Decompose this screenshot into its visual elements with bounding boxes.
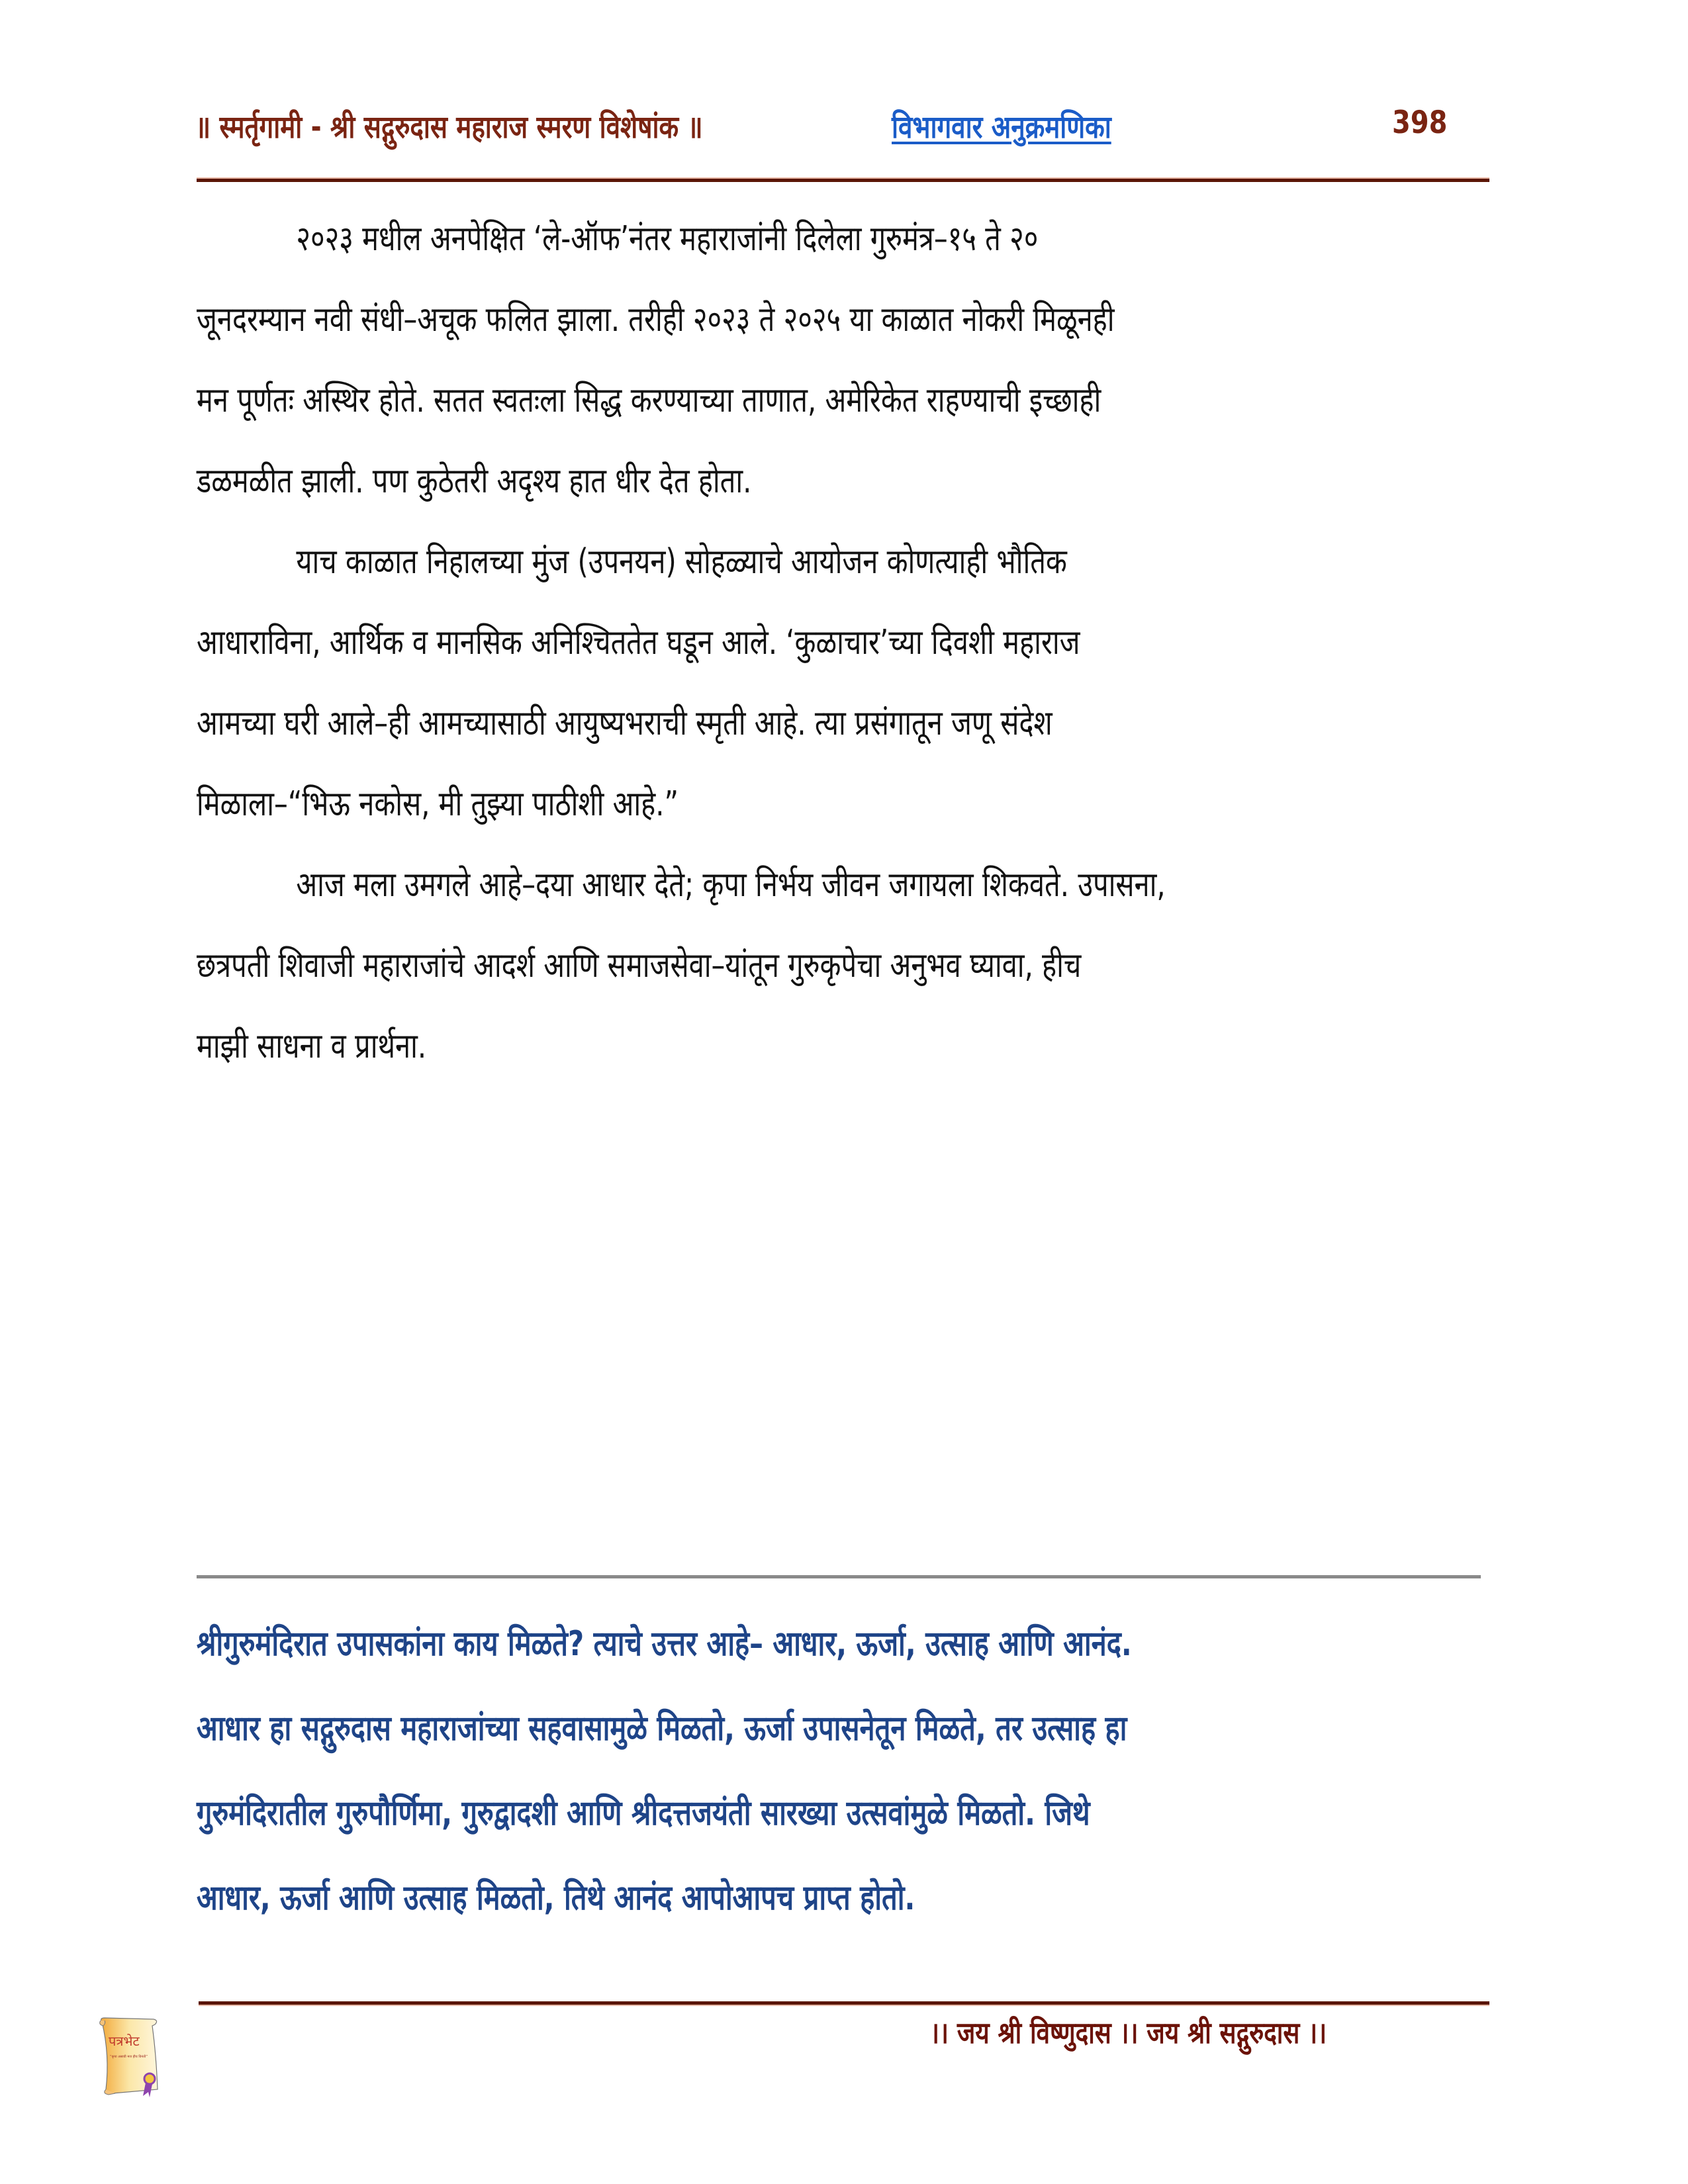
text-line: जूनदरम्यान नवी संधी–अचूक फलित झाला. तरीही २०२३ ते २०२५ या काळात नोकरी मिळूनही <box>197 300 1115 340</box>
scroll-ribbon-icon <box>93 2015 165 2098</box>
highlight-line: आधार, ऊर्जा आणि उत्साह मिळतो, तिथे आनंद आपोआपच प्राप्त होतो. <box>197 1878 915 1918</box>
svg-text:पत्रभेट: पत्रभेट <box>109 2033 140 2049</box>
publication-title: ॥ स्मर्तृगामी - श्री सद्गुरुदास महाराज स्मरण विशेषांक ॥ <box>195 109 703 146</box>
highlight-divider <box>197 1575 1481 1578</box>
paragraph-3 <box>197 844 1494 1087</box>
footer-salutation: ।। जय श्री विष्णुदास ।। जय श्री सद्गुरुदास ।। <box>930 2015 1327 2050</box>
paragraph-2 <box>197 522 1494 844</box>
text-line: मन पूर्णतः अस्थिर होते. सतत स्वतःला सिद्ध करण्याच्या ताणात, अमेरिकेत राहण्याची इच्छाही <box>197 381 1102 420</box>
text-line: याच काळात निहालच्या मुंज (उपनयन) सोहळ्याचे आयोजन कोणत्याही भौतिक <box>296 542 1067 582</box>
header-divider <box>197 179 1489 182</box>
page-header <box>195 99 1489 152</box>
highlight-line: गुरुमंदिरातील गुरुपौर्णिमा, गुरुद्वादशी आणि श्रीदत्तजयंती सारख्या उत्सवांमुळे मिळतो. जिथे <box>197 1794 1090 1833</box>
text-line: मिळाला–“भिऊ नकोस, मी तुझ्या पाठीशी आहे.” <box>197 784 679 824</box>
text-line: आमच्या घरी आले–ही आमच्यासाठी आयुष्यभराची स्मृती आहे. त्या प्रसंगातून जणू संदेश <box>197 704 1053 743</box>
footer-divider <box>199 2001 1489 2005</box>
patrabhet-logo <box>93 2015 165 2098</box>
text-line: आधाराविना, आर्थिक व मानसिक अनिश्चिततेत घडून आले. ‘कुळाचार’च्या दिवशी महाराज <box>197 623 1080 662</box>
page-number: 398 <box>1392 105 1448 141</box>
highlight-quote <box>197 1602 1494 1940</box>
article-body <box>197 199 1494 1087</box>
text-line: माझी साधना व प्रार्थना. <box>197 1026 427 1066</box>
svg-text:“कृपा असावी मज हीच विनंती”: “कृपा असावी मज हीच विनंती” <box>110 2055 148 2059</box>
text-line: आज मला उमगले आहे–दया आधार देते; कृपा निर्भय जीवन जगायला शिकवते. उपासना, <box>296 865 1166 905</box>
section-index-link[interactable]: विभागवार अनुक्रमणिका <box>892 109 1111 146</box>
highlight-line: श्रीगुरुमंदिरात उपासकांना काय मिळते? त्याचे उत्तर आहे– आधार, ऊर्जा, उत्साह आणि आनंद. <box>197 1624 1132 1664</box>
text-line: २०२३ मधील अनपेक्षित ‘ले-ऑफ’नंतर महाराजांनी दिलेला गुरुमंत्र–१५ ते २० <box>296 219 1039 259</box>
paragraph-1 <box>197 199 1494 522</box>
highlight-line: आधार हा सद्गुरुदास महाराजांच्या सहवासामुळे मिळतो, ऊर्जा उपासनेतून मिळते, तर उत्साह हा <box>197 1709 1127 1749</box>
text-line: छत्रपती शिवाजी महाराजांचे आदर्श आणि समाजसेवा–यांतून गुरुकृपेचा अनुभव घ्यावा, हीच <box>197 946 1082 985</box>
text-line: डळमळीत झाली. पण कुठेतरी अदृश्य हात धीर देत होता. <box>197 461 752 501</box>
